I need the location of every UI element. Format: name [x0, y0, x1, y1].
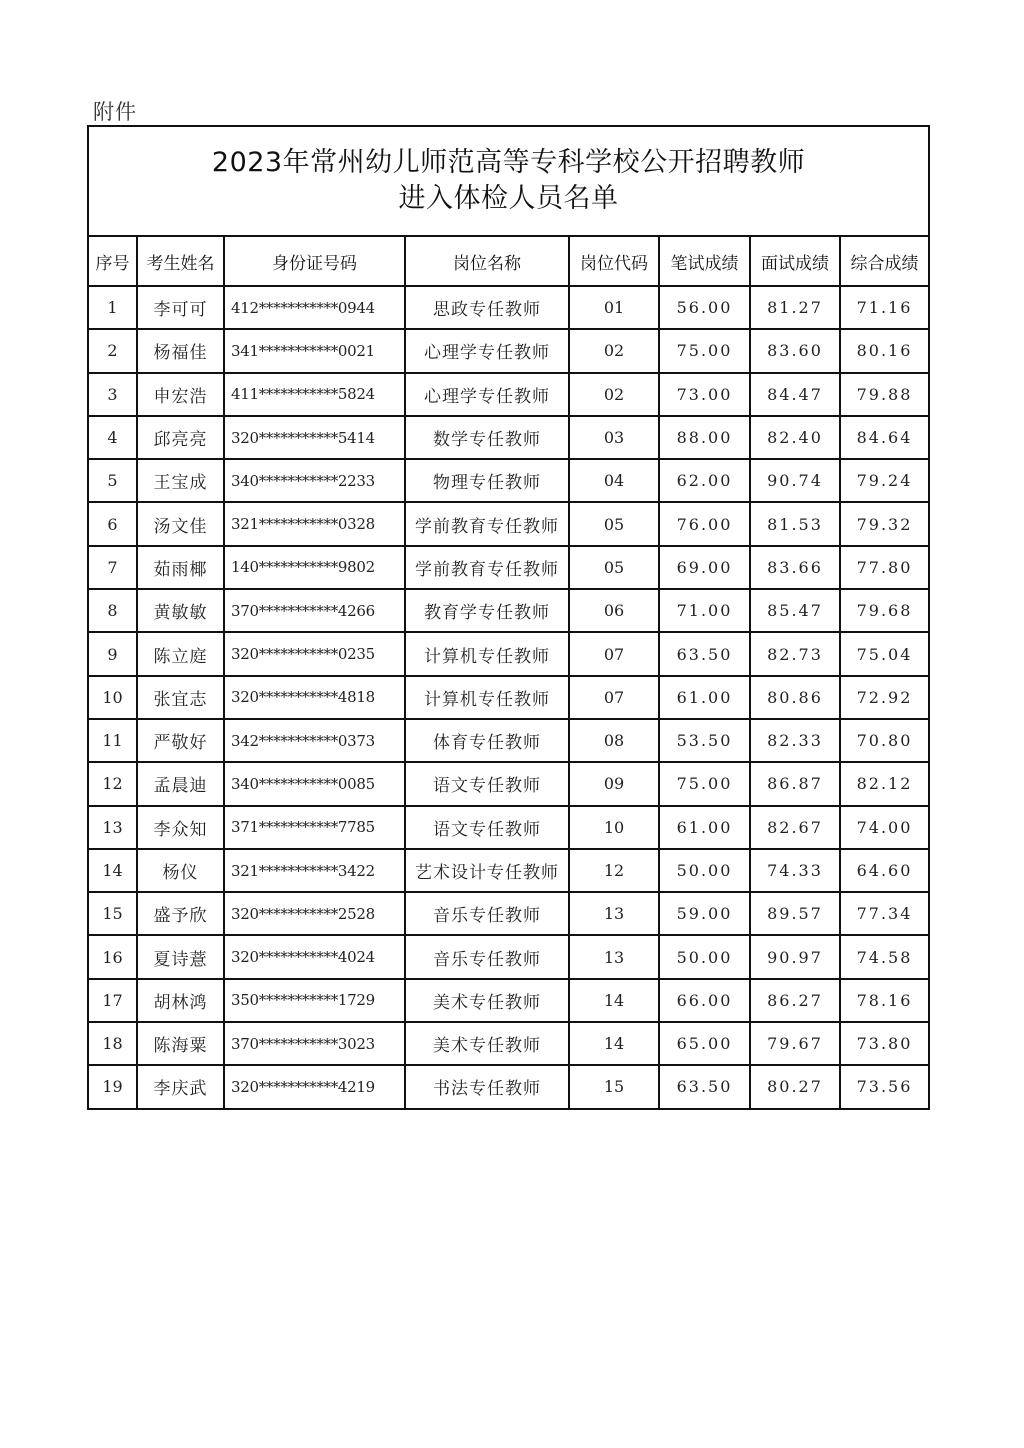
cell-written-score: 62.00 [659, 459, 750, 502]
cell-index: 12 [89, 762, 137, 805]
cell-position-code: 13 [569, 935, 659, 978]
cell-position-name: 物理专任教师 [405, 459, 569, 502]
cell-position-name: 书法专任教师 [405, 1065, 569, 1107]
candidate-table [89, 237, 928, 1108]
cell-position-name: 艺术设计专任教师 [405, 849, 569, 892]
cell-interview-score: 85.47 [750, 589, 840, 632]
cell-position-code: 02 [569, 373, 659, 416]
title-line-1: 2023年常州幼儿师范高等专科学校公开招聘教师 [211, 147, 806, 178]
cell-interview-score: 81.53 [750, 502, 840, 545]
cell-position-code: 12 [569, 849, 659, 892]
cell-name: 王宝成 [137, 459, 224, 502]
cell-index: 15 [89, 892, 137, 935]
cell-position-code: 08 [569, 719, 659, 762]
cell-index: 3 [89, 373, 137, 416]
cell-name: 盛予欣 [137, 892, 224, 935]
cell-index: 13 [89, 806, 137, 849]
table-row [89, 935, 928, 978]
cell-total-score: 71.16 [840, 286, 928, 329]
cell-position-code: 03 [569, 416, 659, 459]
cell-written-score: 75.00 [659, 762, 750, 805]
table-row [89, 1065, 928, 1107]
cell-position-name: 学前教育专任教师 [405, 502, 569, 545]
table-row [89, 502, 928, 545]
cell-total-score: 77.80 [840, 546, 928, 589]
cell-id-number: 370***********3023 [224, 1022, 405, 1065]
cell-index: 16 [89, 935, 137, 978]
header-position-code: 岗位代码 [569, 237, 659, 286]
cell-written-score: 63.50 [659, 1065, 750, 1107]
cell-index: 7 [89, 546, 137, 589]
cell-written-score: 65.00 [659, 1022, 750, 1065]
cell-position-code: 14 [569, 1022, 659, 1065]
cell-interview-score: 90.74 [750, 459, 840, 502]
cell-written-score: 61.00 [659, 806, 750, 849]
cell-name: 李众知 [137, 806, 224, 849]
cell-id-number: 411***********5824 [224, 373, 405, 416]
cell-total-score: 77.34 [840, 892, 928, 935]
cell-position-name: 体育专任教师 [405, 719, 569, 762]
cell-written-score: 63.50 [659, 632, 750, 675]
cell-interview-score: 84.47 [750, 373, 840, 416]
cell-position-code: 07 [569, 676, 659, 719]
cell-interview-score: 82.73 [750, 632, 840, 675]
cell-name: 杨仪 [137, 849, 224, 892]
cell-id-number: 371***********7785 [224, 806, 405, 849]
table-row [89, 849, 928, 892]
cell-interview-score: 82.40 [750, 416, 840, 459]
cell-total-score: 70.80 [840, 719, 928, 762]
cell-index: 4 [89, 416, 137, 459]
cell-position-name: 心理学专任教师 [405, 373, 569, 416]
cell-interview-score: 89.57 [750, 892, 840, 935]
cell-position-code: 13 [569, 892, 659, 935]
cell-position-name: 语文专任教师 [405, 806, 569, 849]
header-written-score: 笔试成绩 [659, 237, 750, 286]
table-row [89, 589, 928, 632]
cell-position-code: 07 [569, 632, 659, 675]
cell-index: 1 [89, 286, 137, 329]
cell-position-name: 学前教育专任教师 [405, 546, 569, 589]
cell-interview-score: 82.67 [750, 806, 840, 849]
cell-id-number: 350***********1729 [224, 979, 405, 1022]
cell-name: 张宜志 [137, 676, 224, 719]
cell-position-name: 计算机专任教师 [405, 676, 569, 719]
header-id-number: 身份证号码 [224, 237, 405, 286]
cell-name: 孟晨迪 [137, 762, 224, 805]
title-line-2: 进入体检人员名单 [398, 183, 619, 214]
cell-written-score: 61.00 [659, 676, 750, 719]
cell-id-number: 370***********4266 [224, 589, 405, 632]
table-row [89, 416, 928, 459]
header-position-name: 岗位名称 [405, 237, 569, 286]
table-row [89, 373, 928, 416]
cell-index: 5 [89, 459, 137, 502]
cell-name: 汤文佳 [137, 502, 224, 545]
table-row [89, 762, 928, 805]
cell-interview-score: 86.87 [750, 762, 840, 805]
header-interview-score: 面试成绩 [750, 237, 840, 286]
cell-id-number: 320***********4818 [224, 676, 405, 719]
cell-name: 杨福佳 [137, 329, 224, 372]
cell-id-number: 320***********0235 [224, 632, 405, 675]
cell-id-number: 320***********4024 [224, 935, 405, 978]
cell-interview-score: 74.33 [750, 849, 840, 892]
table-row [89, 676, 928, 719]
table-row [89, 329, 928, 372]
table-row [89, 979, 928, 1022]
cell-written-score: 50.00 [659, 935, 750, 978]
cell-interview-score: 80.86 [750, 676, 840, 719]
cell-index: 9 [89, 632, 137, 675]
cell-id-number: 320***********2528 [224, 892, 405, 935]
cell-total-score: 79.24 [840, 459, 928, 502]
cell-name: 严敬好 [137, 719, 224, 762]
cell-position-name: 音乐专任教师 [405, 935, 569, 978]
cell-id-number: 342***********0373 [224, 719, 405, 762]
cell-id-number: 320***********5414 [224, 416, 405, 459]
cell-index: 14 [89, 849, 137, 892]
cell-position-code: 04 [569, 459, 659, 502]
cell-index: 8 [89, 589, 137, 632]
cell-position-name: 计算机专任教师 [405, 632, 569, 675]
table-row [89, 286, 928, 329]
table-row [89, 892, 928, 935]
cell-name: 黄敏敏 [137, 589, 224, 632]
cell-name: 陈立庭 [137, 632, 224, 675]
attachment-label: 附件 [93, 100, 137, 124]
cell-written-score: 88.00 [659, 416, 750, 459]
cell-id-number: 321***********0328 [224, 502, 405, 545]
cell-written-score: 53.50 [659, 719, 750, 762]
cell-position-code: 15 [569, 1065, 659, 1107]
cell-id-number: 321***********3422 [224, 849, 405, 892]
cell-written-score: 50.00 [659, 849, 750, 892]
cell-position-code: 02 [569, 329, 659, 372]
cell-total-score: 78.16 [840, 979, 928, 1022]
cell-name: 李庆武 [137, 1065, 224, 1107]
cell-position-code: 05 [569, 546, 659, 589]
cell-total-score: 82.12 [840, 762, 928, 805]
cell-position-code: 09 [569, 762, 659, 805]
cell-interview-score: 83.66 [750, 546, 840, 589]
cell-name: 茹雨椰 [137, 546, 224, 589]
cell-name: 申宏浩 [137, 373, 224, 416]
cell-position-code: 10 [569, 806, 659, 849]
cell-total-score: 84.64 [840, 416, 928, 459]
cell-written-score: 73.00 [659, 373, 750, 416]
cell-position-code: 06 [569, 589, 659, 632]
table-header-row [89, 237, 928, 286]
cell-index: 10 [89, 676, 137, 719]
cell-total-score: 73.80 [840, 1022, 928, 1065]
table-row [89, 546, 928, 589]
cell-position-code: 01 [569, 286, 659, 329]
candidate-list-sheet [87, 125, 930, 1110]
cell-position-name: 心理学专任教师 [405, 329, 569, 372]
cell-position-code: 05 [569, 502, 659, 545]
title-block [89, 127, 928, 237]
cell-written-score: 69.00 [659, 546, 750, 589]
cell-interview-score: 81.27 [750, 286, 840, 329]
cell-interview-score: 80.27 [750, 1065, 840, 1107]
cell-written-score: 75.00 [659, 329, 750, 372]
cell-position-code: 14 [569, 979, 659, 1022]
cell-position-name: 美术专任教师 [405, 1022, 569, 1065]
cell-interview-score: 90.97 [750, 935, 840, 978]
cell-position-name: 教育学专任教师 [405, 589, 569, 632]
cell-total-score: 79.68 [840, 589, 928, 632]
cell-written-score: 71.00 [659, 589, 750, 632]
cell-total-score: 79.88 [840, 373, 928, 416]
table-row [89, 632, 928, 675]
cell-name: 陈海粟 [137, 1022, 224, 1065]
cell-id-number: 340***********0085 [224, 762, 405, 805]
cell-position-name: 语文专任教师 [405, 762, 569, 805]
cell-written-score: 56.00 [659, 286, 750, 329]
table-row [89, 459, 928, 502]
cell-name: 胡林鸿 [137, 979, 224, 1022]
cell-index: 11 [89, 719, 137, 762]
cell-interview-score: 79.67 [750, 1022, 840, 1065]
cell-total-score: 74.00 [840, 806, 928, 849]
cell-interview-score: 86.27 [750, 979, 840, 1022]
cell-name: 夏诗薏 [137, 935, 224, 978]
cell-name: 邱亮亮 [137, 416, 224, 459]
cell-id-number: 341***********0021 [224, 329, 405, 372]
cell-index: 6 [89, 502, 137, 545]
cell-name: 李可可 [137, 286, 224, 329]
cell-written-score: 66.00 [659, 979, 750, 1022]
cell-id-number: 140***********9802 [224, 546, 405, 589]
cell-total-score: 80.16 [840, 329, 928, 372]
cell-total-score: 72.92 [840, 676, 928, 719]
header-name: 考生姓名 [137, 237, 224, 286]
cell-total-score: 79.32 [840, 502, 928, 545]
cell-total-score: 73.56 [840, 1065, 928, 1107]
cell-index: 19 [89, 1065, 137, 1107]
cell-id-number: 340***********2233 [224, 459, 405, 502]
table-row [89, 806, 928, 849]
cell-index: 2 [89, 329, 137, 372]
cell-total-score: 64.60 [840, 849, 928, 892]
cell-index: 17 [89, 979, 137, 1022]
cell-position-name: 音乐专任教师 [405, 892, 569, 935]
cell-interview-score: 83.60 [750, 329, 840, 372]
cell-total-score: 75.04 [840, 632, 928, 675]
header-index: 序号 [89, 237, 137, 286]
cell-index: 18 [89, 1022, 137, 1065]
header-total-score: 综合成绩 [840, 237, 928, 286]
cell-id-number: 320***********4219 [224, 1065, 405, 1107]
cell-written-score: 59.00 [659, 892, 750, 935]
cell-written-score: 76.00 [659, 502, 750, 545]
cell-position-name: 美术专任教师 [405, 979, 569, 1022]
cell-id-number: 412***********0944 [224, 286, 405, 329]
table-row [89, 1022, 928, 1065]
cell-interview-score: 82.33 [750, 719, 840, 762]
cell-position-name: 思政专任教师 [405, 286, 569, 329]
table-row [89, 719, 928, 762]
cell-total-score: 74.58 [840, 935, 928, 978]
cell-position-name: 数学专任教师 [405, 416, 569, 459]
